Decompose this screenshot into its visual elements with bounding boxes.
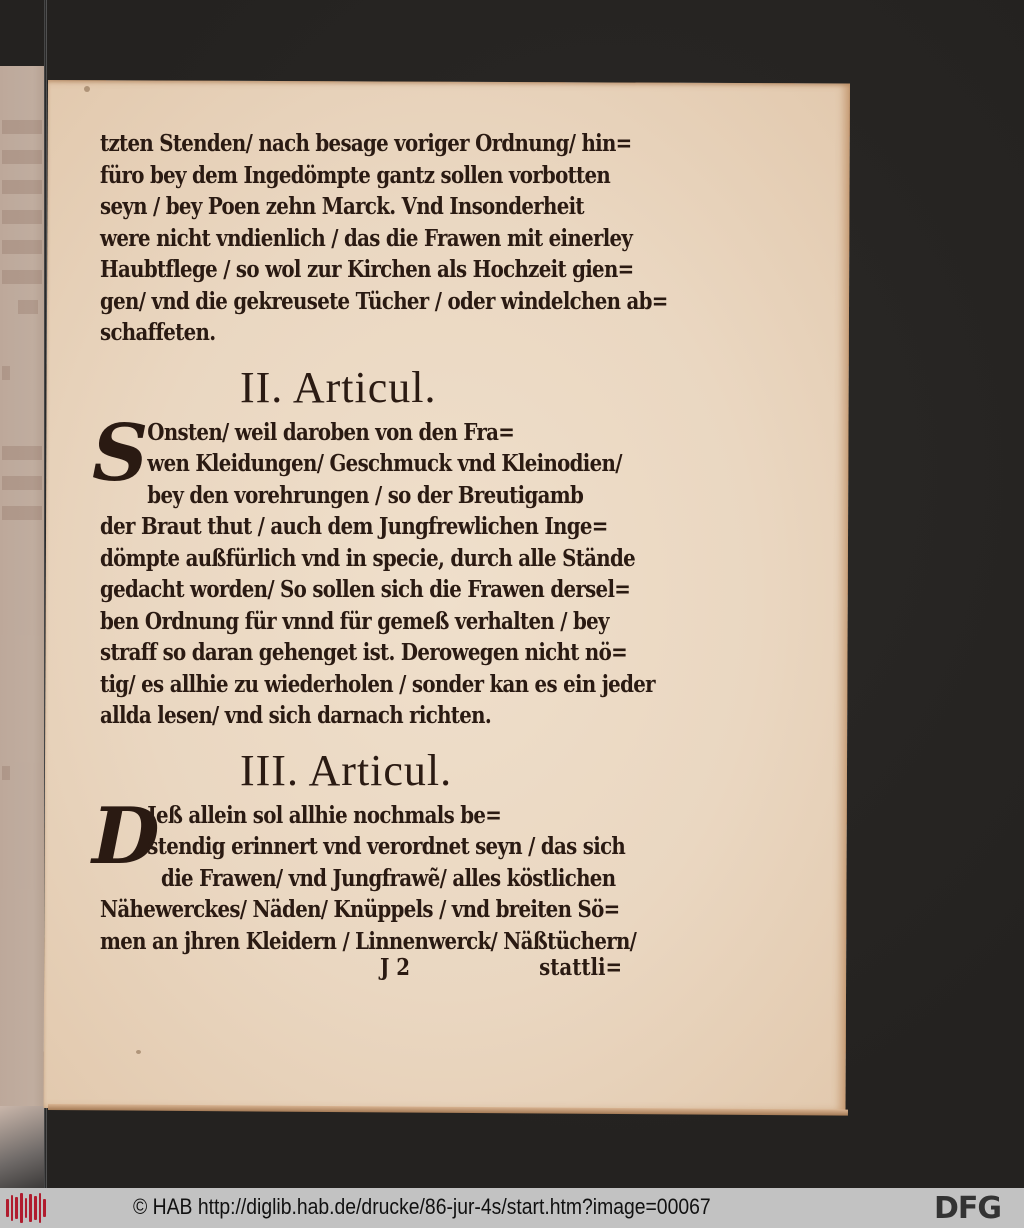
section-2-body	[92, 407, 655, 732]
text-line: Nähewerckes/ Näden/ Knüppels / vnd breiten Sö=	[100, 896, 620, 923]
text-line: gen/ vnd die gekreusete Tücher / oder windelchen ab=	[100, 287, 668, 315]
text-line: schaffeten.	[100, 319, 216, 346]
text-line: dömpte außfürlich vnd in specie, durch alle Stände	[100, 544, 636, 572]
section-heading-2: II. Articul.	[240, 362, 437, 412]
text-line: füro bey dem Ingedömpte gantz sollen vorbotten	[100, 161, 611, 189]
text-line: seyn / bey Poen zehn Marck. Vnd Insonderheit	[100, 193, 584, 220]
dropcap: D	[92, 790, 160, 882]
previous-page-corner	[0, 1106, 47, 1188]
text-line: der Braut thut / auch dem Jungfrewlichen Inge=	[100, 513, 608, 540]
text-line: Jeß allein sol allhie nochmals be=	[147, 801, 502, 829]
paragraph-continuation	[100, 128, 668, 349]
text-line: gedacht worden/ So sollen sich die Frawen dersel=	[100, 576, 631, 603]
paper-spot	[84, 86, 90, 92]
hab-barcode-logo-icon[interactable]	[6, 1193, 46, 1223]
text-line: wen Kleidungen/ Geschmuck vnd Kleinodien/	[147, 450, 622, 477]
text-line: ben Ordnung für vnnd für gemeß verhalten / bey	[100, 607, 609, 635]
paper-spot	[136, 1050, 141, 1054]
text-line: straff so daran gehenget ist. Derowegen nicht nö=	[100, 639, 627, 666]
signature-mark: J 2	[380, 954, 411, 981]
text-line: tzten Stenden/ nach besage voriger Ordnung/ hin=	[100, 130, 632, 157]
text-line: allda lesen/ vnd sich darnach richten.	[100, 702, 492, 729]
dropcap: S	[92, 407, 149, 499]
footer-bar	[0, 1188, 1024, 1228]
copyright-link[interactable]: © HAB http://diglib.hab.de/drucke/86-jur-4s/start.htm?image=00067	[133, 1194, 711, 1219]
text-line: men an jhren Kleidern / Linnenwerck/ Näßtüchern/	[100, 927, 637, 955]
dfg-logo-icon[interactable]: DFG	[934, 1191, 1002, 1226]
text-line: bey den vorehrungen / so der Breutigamb	[147, 481, 584, 509]
page-text	[92, 128, 668, 957]
text-line: tig/ es allhie zu wiederholen / sonder kan es ein jeder	[100, 670, 655, 698]
catchword: stattli=	[539, 954, 623, 981]
text-line: stendig erinnert vnd verordnet seyn / das sich	[147, 833, 626, 860]
section-3-body	[92, 790, 640, 958]
previous-page-edge	[0, 66, 47, 1106]
section-heading-3: III. Articul.	[240, 745, 453, 795]
text-line: Haubtflege / so wol zur Kirchen als Hochzeit gien=	[100, 256, 634, 283]
text-line: were nicht vndienlich / das die Frawen mit einerley	[100, 224, 633, 252]
text-line: die Frawen/ vnd Jungfrawẽ/ alles köstlichen	[161, 864, 616, 892]
text-line: Onsten/ weil daroben von den Fra=	[147, 418, 515, 446]
